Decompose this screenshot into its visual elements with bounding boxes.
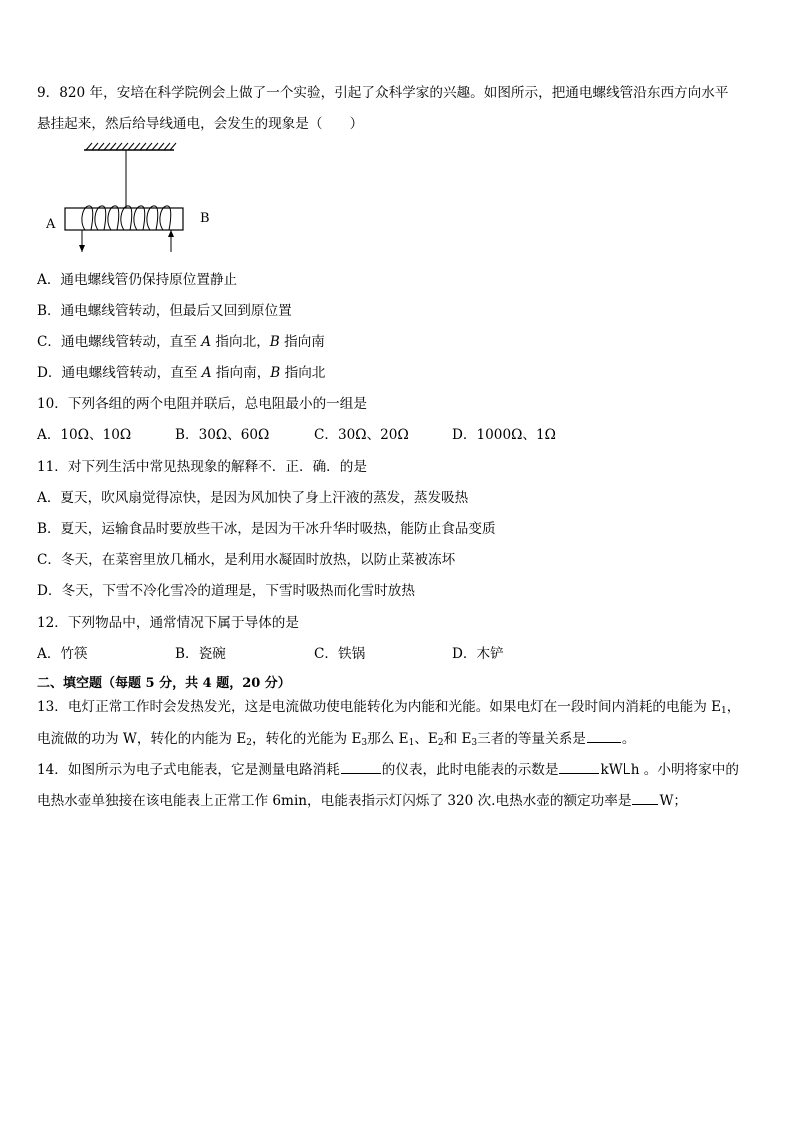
solenoid-diagram <box>40 140 230 260</box>
q13-line2-d: 、E <box>414 731 438 747</box>
q9-option-b: B．通电螺线管转动，但最后又回到原位置 <box>37 303 292 319</box>
q9-stem-line1: 9．820 年，安培在科学院例会上做了一个实验，引起了众科学家的兴趣。如图所示，把通电螺线管沿东西方向水平 <box>37 85 729 101</box>
q9-option-d-prefix: D．通电螺线管转动，直至 <box>37 365 202 381</box>
q13-line2-a: 电流做的功为 W，转化的内能为 E <box>37 731 247 747</box>
q13-answer-blank[interactable] <box>587 729 621 743</box>
q14-blank-2[interactable] <box>559 760 599 774</box>
q12-options <box>37 645 757 663</box>
q9-option-d <box>37 364 325 382</box>
q9-option-d-suffix: 指向北 <box>280 365 326 381</box>
q13-line2-sub2: 3 <box>361 738 368 748</box>
right-arrow-up <box>168 230 174 237</box>
q11-option-c: C．冬天，在菜窖里放几桶水，是利用水凝固时放热，以防止菜被冻坏 <box>37 552 456 568</box>
q9-option-d-b: B <box>270 365 281 381</box>
q13-line2-sub4: 2 <box>437 738 444 748</box>
q12-option-b: B．瓷碗 <box>175 646 226 662</box>
q9-option-c <box>37 333 325 351</box>
q11-option-d: D．冬天，下雪不冷化雪冷的道理是，下雪时吸热而化雪时放热 <box>37 583 415 599</box>
q13-line2-f: 三者的等量关系是 <box>477 731 586 747</box>
q13-line2-b: ，转化的光能为 E <box>252 731 362 747</box>
q9-option-c-mid: 指向北， <box>211 334 270 350</box>
q9-option-d-a: A <box>201 365 212 381</box>
q14-line2 <box>37 791 687 810</box>
q14-blank-3[interactable] <box>632 791 658 805</box>
q9-option-c-a: A <box>201 334 212 350</box>
q10-option-c: C．30Ω、20Ω <box>314 427 409 443</box>
q9-stem-line2: 悬挂起来，然后给导线通电，会发生的现象是（ ） <box>37 116 364 132</box>
q13-line2-c: 那么 E <box>367 731 409 747</box>
q14-line2-a: 电热水壶单独接在该电能表上正常工作 6min，电能表指示灯闪烁了 320 次.电热水壶的额定功率是 <box>37 793 632 809</box>
solenoid-figure <box>40 140 230 260</box>
q9-option-c-suffix: 指向南 <box>279 334 325 350</box>
q12-option-d: D．木铲 <box>452 646 504 662</box>
q14-line1-c: kW <box>600 762 623 778</box>
q12-stem: 12．下列物品中，通常情况下属于导体的是 <box>37 615 299 631</box>
q14-line1-a: 14．如图所示为电子式电能表，它是测量电路消耗 <box>37 762 340 778</box>
q13-line2-sub5: 3 <box>471 738 478 748</box>
ceiling-hatch <box>86 143 176 150</box>
q13-line2 <box>37 729 636 748</box>
q10-option-d: D．1000Ω、1Ω <box>452 427 556 443</box>
q12-option-c: C．铁锅 <box>314 646 366 662</box>
q11-option-a: A．夏天，吹风扇觉得凉快，是因为风加快了身上汗液的蒸发，蒸发吸热 <box>37 490 469 506</box>
q10-option-b: B．30Ω、60Ω <box>175 427 270 443</box>
q9-option-a: A．通电螺线管仍保持原位置静止 <box>37 272 238 288</box>
section-heading-fill-in: 二、填空题（每题 5 分，共 4 题，20 分） <box>37 676 291 691</box>
q13-line2-e: 和 E <box>443 731 472 747</box>
q14-unit-glyph <box>624 763 630 774</box>
q10-option-a: A．10Ω、10Ω <box>37 427 132 443</box>
q13-line1-text: 13．电灯正常工作时会发热发光，这是电流做功使电能转化为内能和光能。如果电灯在一段时间内消耗的电能为 E <box>37 699 722 715</box>
q14-line2-b: W； <box>659 793 688 809</box>
label-a: A <box>46 217 56 232</box>
q9-option-c-prefix: C．通电螺线管转动，直至 <box>37 334 202 350</box>
q12-option-a: A．竹筷 <box>37 646 88 662</box>
q13-line2-sub1: 2 <box>246 738 252 748</box>
q9-option-c-b: B <box>269 334 280 350</box>
q13-line1-sub: 1 <box>721 706 727 716</box>
q10-stem: 10．下列各组的两个电阻并联后，总电阻最小的一组是 <box>37 396 367 412</box>
label-b: B <box>200 211 210 226</box>
q9-option-d-mid: 指向南， <box>211 365 271 381</box>
q13-line1-end: ， <box>726 699 741 715</box>
q14-line1-d: h 。小明将家中的 <box>630 762 739 778</box>
q10-options <box>37 426 757 444</box>
solenoid-coils <box>82 206 171 230</box>
q14-line1-b: 的仪表，此时电能表的示数是 <box>381 762 559 778</box>
q14-line1 <box>37 760 739 779</box>
q11-option-b: B．夏天，运输食品时要放些干冰，是因为干冰升华时吸热，能防止食品变质 <box>37 521 496 537</box>
q11-stem: 11．对下列生活中常见热现象的解释不．正．确．的是 <box>37 459 367 475</box>
q14-blank-1[interactable] <box>341 760 381 774</box>
q13-line1 <box>37 698 740 716</box>
q13-line2-end: 。 <box>621 731 636 747</box>
q13-line2-sub3: 1 <box>408 738 415 748</box>
left-arrow-down <box>79 245 85 252</box>
